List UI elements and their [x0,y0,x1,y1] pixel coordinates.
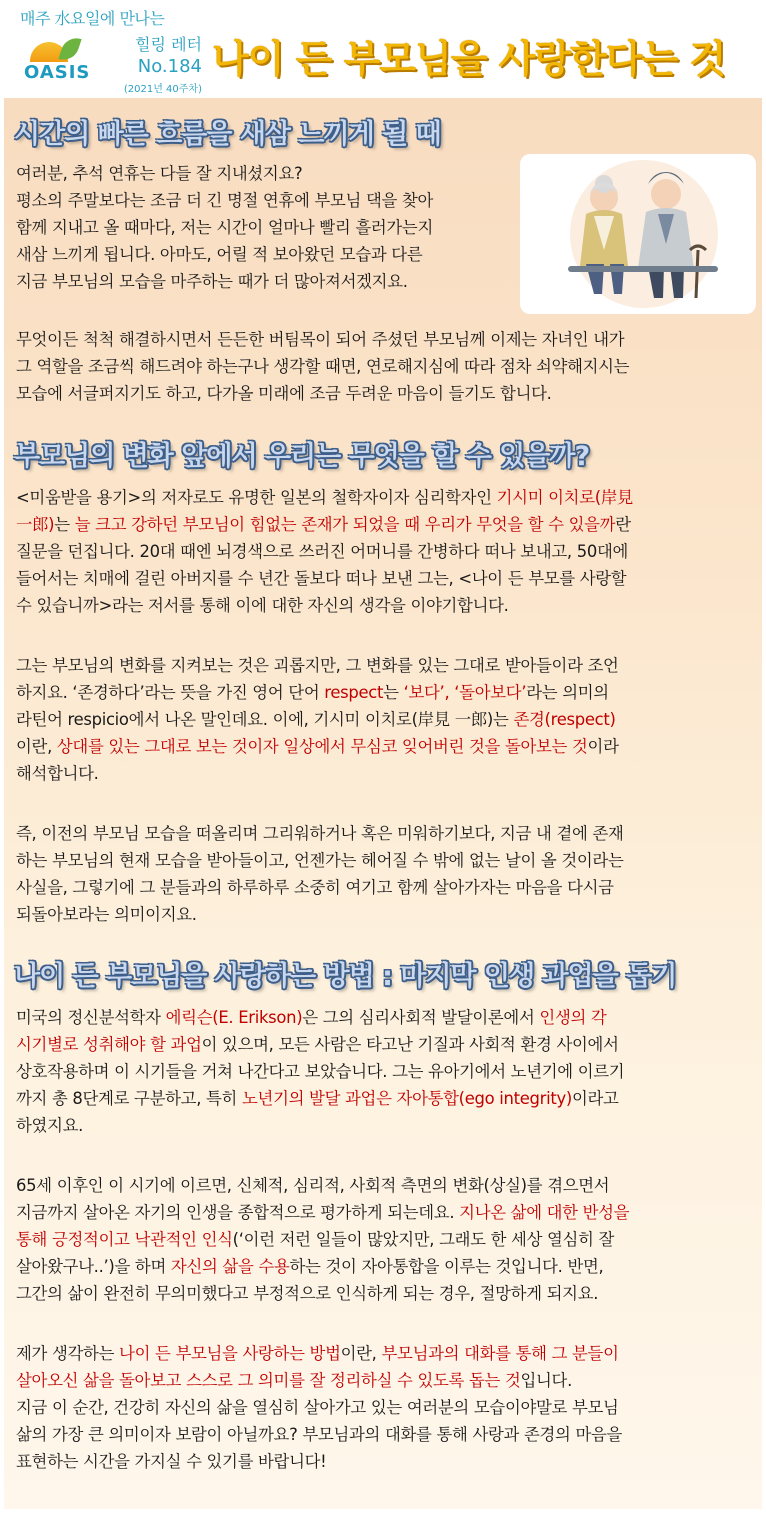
highlight-text: 상대를 있는 그대로 보는 것이자 일상에서 무심코 잊어버린 것을 돌아보는 것 [56,737,588,756]
section-3-paragraph-3 [16,1340,750,1475]
text-span: 이란, [16,737,57,756]
highlight-text: 一郎) [16,515,55,534]
highlight-text: 지나온 삶에 대한 반성을 [459,1203,630,1222]
highlight-text: 시기별로 성취해야 할 과업 [16,1035,202,1054]
section-2-title: 부모님의 변화 앞에서 우리는 무엇을 할 수 있을까? [14,441,590,472]
text-line: 여러분, 추석 연휴는 다들 잘 지내셨지요? [16,164,303,183]
highlight-text: 존경(respect) [513,710,616,729]
highlight-text: 기시미 이치로(岸見 [496,488,634,507]
highlight-text: 자신의 삶을 수용 [170,1257,290,1276]
section-1-paragraph-1 [16,160,750,295]
section-2-paragraph-3 [16,820,750,928]
section-2-paragraph-2 [16,652,750,787]
text-line: 그 역할을 조금씩 해드려야 하는구나 생각할 때면, 연로해지심에 따라 점차 쇠약해지시는 [16,357,630,376]
highlight-text: 통해 긍정적이고 낙관적인 인식 [16,1230,233,1249]
logo-leaf-icon [58,34,81,64]
text-line: 상호작용하며 이 시기들을 거쳐 나간다고 보았습니다. 그는 유아기에서 노년기에 이르기 [16,1062,625,1081]
highlight-text: 에릭슨(E. Erikson) [165,1008,303,1027]
text-line [16,1253,750,1280]
text-span: 살아왔구나..’)을 하며 [16,1257,171,1276]
text-line: 그는 부모님의 변화를 지켜보는 것은 괴롭지만, 그 변화를 있는 그대로 받아들이라 조언 [16,656,619,675]
section-3-paragraph-2 [16,1172,750,1307]
text-span: <미움받을 용기>의 저자로도 유명한 일본의 철학자이자 심리학자인 [16,488,497,507]
section-1-title: 시간의 빠른 흐름을 새삼 느끼게 될 때 [14,119,441,150]
page-title: 나이 든 부모님을 사랑한다는 것 [212,37,726,81]
text-span: 까지 총 8단계로 구분하고, 특히 [16,1089,242,1108]
text-span: 제가 생각하는 [16,1344,120,1363]
text-line: 새삼 느끼게 됩니다. 아마도, 어릴 적 보아왔던 모습과 다른 [16,245,423,264]
text-span: 란 [615,515,631,534]
highlight-text: 노년기의 발달 과업은 자아통합(ego integrity) [242,1089,572,1108]
text-line: 표현하는 시간을 가지실 수 있기를 바랍니다! [16,1452,327,1471]
issue-number: No.184 [137,56,202,77]
highlight-text: respect [324,683,384,702]
section-3-title: 나이 든 부모님을 사랑하는 방법 : 마지막 인생 과업을 돕기 [14,961,677,992]
text-span: 하는 것이 자아통합을 이루는 것입니다. 반면, [289,1257,604,1276]
section-2-paragraph-1 [16,484,750,619]
section-1-paragraph-2 [16,326,750,407]
text-line: 그간의 삶이 완전히 무의미했다고 부정적으로 인식하게 되는 경우, 절망하게 되지요. [16,1284,599,1303]
logo-text: OASIS [24,62,91,83]
text-span: 이라고 [571,1089,619,1108]
text-line: 모습에 서글퍼지기도 하고, 다가올 미래에 조금 두려운 마음이 들기도 합니다. [16,384,552,403]
header [0,0,766,98]
content-panel [4,98,762,1509]
text-span: 지금까지 살아온 자기의 인생을 종합적으로 평가하게 되는데요. [16,1203,460,1222]
text-span: 는 [54,515,75,534]
highlight-text: 나이 든 부모님을 사랑하는 방법 [119,1344,341,1363]
text-span: 입니다. [520,1371,572,1390]
text-span: 미국의 정신분석학자 [16,1008,166,1027]
text-line: 65세 이후인 이 시기에 이르면, 신체적, 심리적, 사회적 측면의 변화(상실)를 겪으면서 [16,1176,610,1195]
text-line: 해석합니다. [16,764,99,783]
text-line: 되돌아보라는 의미이지요. [16,905,197,924]
text-line [16,1085,750,1112]
text-line: 하였지요. [16,1116,84,1135]
text-line [16,1004,750,1031]
highlight-text: 늘 크고 강하던 부모님이 힘없는 존재가 되었을 때 우리가 무엇을 할 수 있을까 [74,515,616,534]
text-span: 은 그의 심리사회적 발달이론에서 [302,1008,540,1027]
text-line: 무엇이든 척척 해결하시면서 든든한 버팀목이 되어 주셨던 부모님께 이제는 자녀인 내가 [16,330,625,349]
text-line: 지금 이 순간, 건강히 자신의 삶을 열심히 살아가고 있는 여러분의 모습이야말로 부모님 [16,1398,619,1417]
text-line [16,679,750,706]
section-3-paragraph-1 [16,1004,750,1139]
text-line: 들어서는 치매에 걸린 아버지를 수 년간 돌보다 떠나 보낸 그는, <나이 든 부모를 사랑할 [16,569,627,588]
text-line: 하는 부모님의 현재 모습을 받아들이고, 언젠가는 헤어질 수 밖에 없는 날이 올 것이라는 [16,851,624,870]
text-line: 지금 부모님의 모습을 마주하는 때가 더 많아져서겠지요. [16,272,408,291]
oasis-logo [16,34,116,90]
text-span: 는 [383,683,404,702]
text-line: 사실을, 그렇기에 그 분들과의 하루하루 소중히 여기고 함께 살아가자는 마음을 다시금 [16,878,614,897]
text-line [16,1367,750,1394]
highlight-text: ‘보다’, ‘돌아보다’ [403,683,527,702]
text-line [16,1031,750,1058]
text-line: 즉, 이전의 부모님 모습을 떠올리며 그리워하거나 혹은 미워하기보다, 지금 내 곁에 존재 [16,824,624,843]
tagline: 매주 水요일에 만나는 [20,9,165,28]
letter-name: 힐링 레터 [135,35,202,54]
text-line [16,733,750,760]
text-span: 라는 의미의 [526,683,609,702]
text-span: 이 있으며, 모든 사람은 타고난 기질과 사회적 환경 사이에서 [201,1035,619,1054]
text-line [16,511,750,538]
text-span: 이라 [587,737,619,756]
issue-week: (2021년 40주차) [123,84,202,95]
text-span: (‘이런 저런 일들이 많았지만, 그래도 한 세상 열심히 잘 [232,1230,615,1249]
text-line [16,706,750,733]
highlight-text: 부모님과의 대화를 통해 그 분들이 [381,1344,619,1363]
text-line: 삶의 가장 큰 의미이자 보람이 아닐까요? 부모님과의 대화를 통해 사랑과 존경의 마음을 [16,1425,623,1444]
text-span: 이란, [340,1344,382,1363]
highlight-text: 살아오신 삶을 돌아보고 스스로 그 의미를 잘 정리하실 수 있도록 돕는 것 [16,1371,521,1390]
text-line [16,484,750,511]
highlight-text: 인생의 각 [539,1008,607,1027]
text-line [16,1226,750,1253]
text-line: 질문을 던집니다. 20대 때엔 뇌경색으로 쓰러진 어머니를 간병하다 떠나 보내고, 50대에 [16,542,629,561]
text-line: 수 있습니까>라는 저서를 통해 이에 대한 자신의 생각을 이야기합니다. [16,596,509,615]
text-line: 함께 지내고 올 때마다, 저는 시간이 얼마나 빨리 흘러가는지 [16,218,433,237]
text-line [16,1199,750,1226]
text-line: 평소의 주말보다는 조금 더 긴 명절 연휴에 부모님 댁을 찾아 [16,191,433,210]
text-span: 라틴어 respicio에서 나온 말인데요. 이에, 기시미 이치로(岸見 一郎)는 [16,710,514,729]
text-span: 하지요. ‘존경하다’라는 뜻을 가진 영어 단어 [16,683,325,702]
text-line [16,1340,750,1367]
